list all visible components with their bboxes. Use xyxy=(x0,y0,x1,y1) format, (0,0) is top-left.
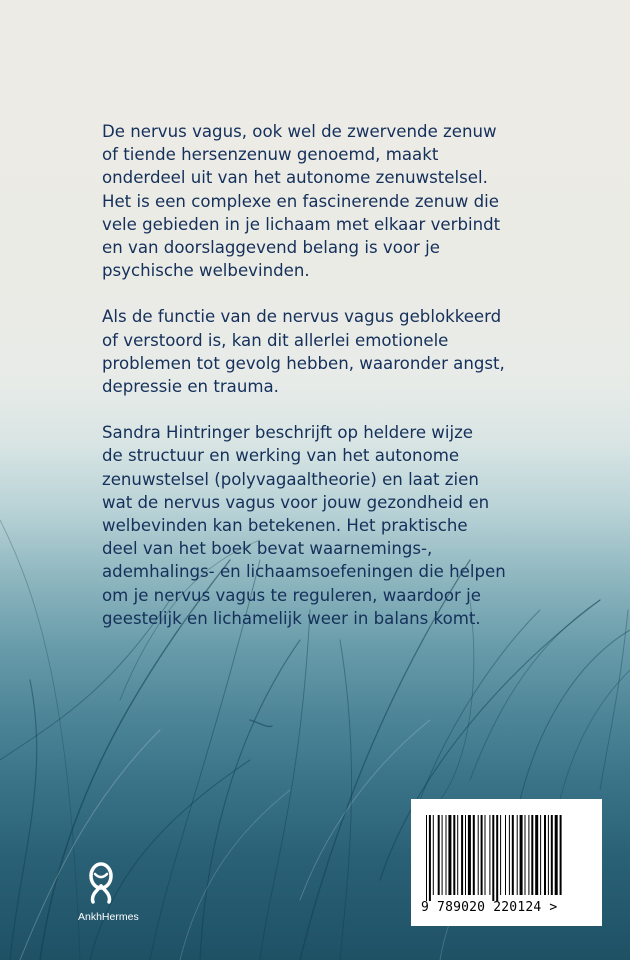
blurb-line: om je nervus vagus te reguleren, waardoor je xyxy=(102,585,481,605)
blurb-line: problemen tot gevolg hebben, waaronder angst, xyxy=(102,353,505,373)
blurb-paragraph-1 xyxy=(102,120,622,282)
blurb-line: Als de functie van de nervus vagus geblokkeerd xyxy=(102,307,502,327)
ankhhermes-logo-icon xyxy=(83,862,119,906)
barcode-bar xyxy=(492,815,494,901)
blurb-paragraph-2 xyxy=(102,305,622,398)
barcode-bar xyxy=(468,815,471,895)
barcode-bar xyxy=(481,815,483,895)
barcode-bar xyxy=(531,815,533,895)
blurb-line: Het is een complexe en fascinerende zenuw die xyxy=(102,191,499,211)
blurb-line: onderdeel uit van het autonome zenuwstelsel. xyxy=(102,168,488,188)
blurb-line: de structuur en werking van het autonome xyxy=(102,446,460,466)
blurb-line: of tiende hersenzenuw genoemd, maakt xyxy=(102,145,439,165)
barcode-bar xyxy=(426,815,427,901)
barcode-bar xyxy=(560,815,562,895)
barcode-bar xyxy=(500,815,501,895)
blurb-paragraph-3 xyxy=(102,421,622,630)
blurb-line: zenuwstelsel (polyvagaaltheorie) en laat zien xyxy=(102,469,479,489)
barcode-bar xyxy=(544,815,546,895)
barcode-bar xyxy=(485,815,486,895)
barcode-bar xyxy=(453,815,455,895)
blurb-line: en van doorslaggevend belang is voor je xyxy=(102,238,440,258)
blurb-line: De nervus vagus, ook wel de zwervende zenuw xyxy=(102,122,497,141)
blurb-line: welbevinden kan betekenen. Het praktische xyxy=(102,516,468,536)
blurb-line: wat de nervus vagus voor jouw gezondheid en xyxy=(102,492,490,512)
barcode-bar xyxy=(457,815,458,895)
barcode-bar xyxy=(478,815,479,895)
barcode-bar xyxy=(496,815,498,901)
barcode-bar xyxy=(448,815,451,895)
barcode-bar xyxy=(489,815,490,895)
blurb-line: vele gebieden in je lichaam met elkaar verbindt xyxy=(102,214,501,234)
barcode-bars xyxy=(426,815,588,901)
blurb-text xyxy=(102,120,622,653)
barcode-bar xyxy=(551,815,553,895)
barcode-bar xyxy=(548,815,549,895)
isbn-barcode xyxy=(411,799,602,926)
barcode-bar xyxy=(473,815,475,895)
barcode-bar xyxy=(528,815,529,895)
barcode-bar xyxy=(520,815,523,895)
blurb-line: geestelijk en lichamelijk weer in balans komt. xyxy=(102,608,481,628)
publisher-name: AnkhHermes xyxy=(78,911,139,923)
barcode-bar xyxy=(461,815,463,895)
barcode-bar xyxy=(438,815,440,895)
barcode-bar xyxy=(540,815,541,895)
barcode-bar xyxy=(535,815,538,895)
barcode-bar xyxy=(512,815,514,895)
blurb-line: ademhalings- en lichaamsoefeningen die helpen xyxy=(102,562,506,582)
barcode-bar xyxy=(465,815,466,895)
blurb-line: Sandra Hintringer beschrijft op heldere wijze xyxy=(102,423,474,443)
barcode-bar xyxy=(555,815,558,895)
barcode-bar xyxy=(517,815,518,895)
barcode-bar xyxy=(446,815,447,895)
blurb-line: depressie en trauma. xyxy=(102,377,279,397)
blurb-line: of verstoord is, kan dit allerlei emotionele xyxy=(102,330,449,350)
barcode-bar xyxy=(505,815,506,895)
barcode-bar xyxy=(442,815,443,895)
blurb-line: deel van het boek bevat waarnemings-, xyxy=(102,539,433,559)
barcode-bar xyxy=(433,815,434,895)
barcode-bar xyxy=(509,815,510,895)
barcode-bar xyxy=(429,815,431,901)
publisher-logo xyxy=(78,862,138,942)
blurb-line: psychische welbevinden. xyxy=(102,261,310,281)
barcode-bar xyxy=(525,815,526,895)
isbn-number: 9 789020 220124 > xyxy=(421,900,558,915)
